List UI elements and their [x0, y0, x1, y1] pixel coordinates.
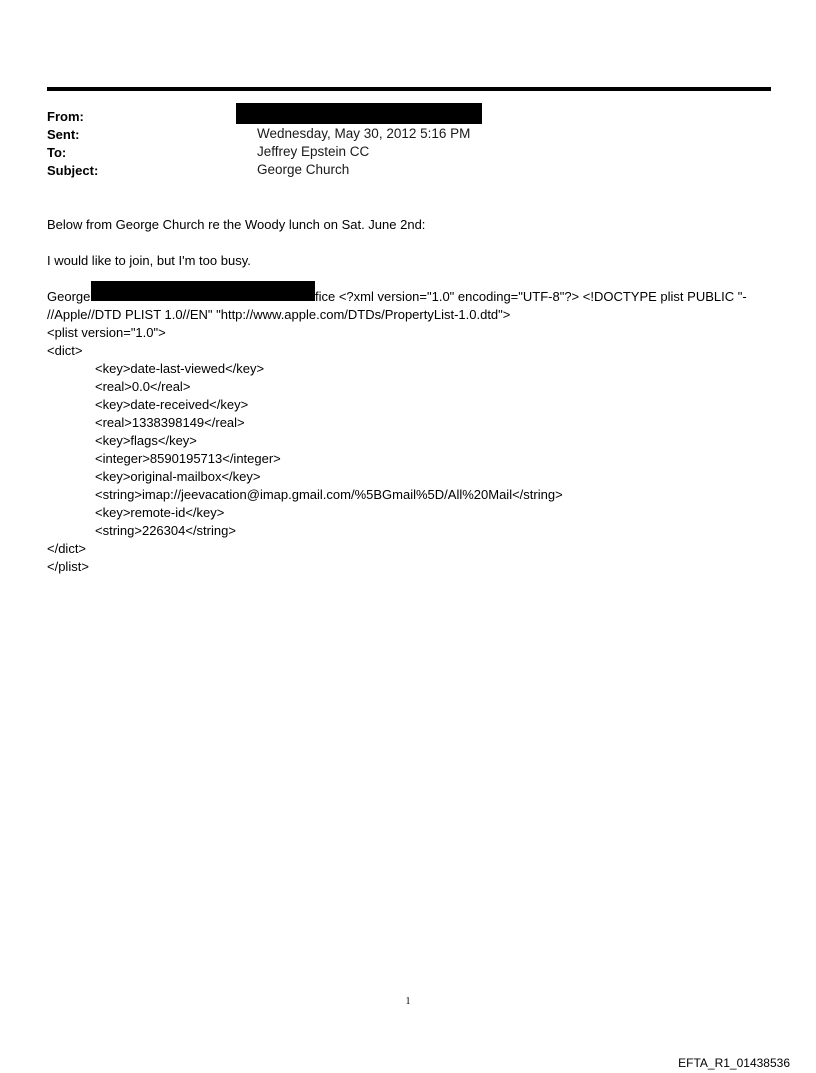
plist-line: <real>1338398149</real>	[95, 415, 245, 430]
plist-line: <key>flags</key>	[95, 433, 197, 448]
body-intro: Below from George Church re the Woody lunch on Sat. June 2nd:	[47, 217, 426, 232]
plist-line: <key>remote-id</key>	[95, 505, 225, 520]
signature-xml-start: fice <?xml version="1.0" encoding="UTF-8"?> <!DOCTYPE plist PUBLIC "-	[315, 289, 747, 304]
plist-line: <string>226304</string>	[95, 523, 236, 538]
from-label: From:	[47, 109, 84, 124]
plist-line: <key>original-mailbox</key>	[95, 469, 261, 484]
plist-line: <key>date-received</key>	[95, 397, 249, 412]
plist-line: <string>imap://jeevacation@imap.gmail.com/%5BGmail%5D/All%20Mail</string>	[95, 487, 563, 502]
dict-close: </dict>	[47, 541, 87, 556]
doctype-continuation: //Apple//DTD PLIST 1.0//EN" "http://www.apple.com/DTDs/PropertyList-1.0.dtd">	[47, 307, 511, 322]
plist-open: <plist version="1.0">	[47, 325, 166, 340]
plist-line: <real>0.0</real>	[95, 379, 191, 394]
body-reply: I would like to join, but I'm too busy.	[47, 253, 251, 268]
sent-label: Sent:	[47, 127, 80, 142]
subject-value: George Church	[257, 162, 350, 177]
page-number: 1	[405, 996, 411, 1007]
plist-close: </plist>	[47, 559, 89, 574]
to-label: To:	[47, 145, 67, 160]
sent-value: Wednesday, May 30, 2012 5:16 PM	[257, 126, 471, 141]
subject-label: Subject:	[47, 163, 99, 178]
dict-open: <dict>	[47, 343, 83, 358]
plist-line: <key>date-last-viewed</key>	[95, 361, 265, 376]
redaction-signature	[91, 281, 315, 301]
signature-start: George	[47, 289, 91, 304]
to-value: Jeffrey Epstein CC	[257, 144, 370, 159]
document-id: EFTA_R1_01438536	[678, 1056, 790, 1070]
plist-line: <integer>8590195713</integer>	[95, 451, 281, 466]
header-rule	[47, 87, 771, 91]
redaction-from	[236, 103, 482, 124]
